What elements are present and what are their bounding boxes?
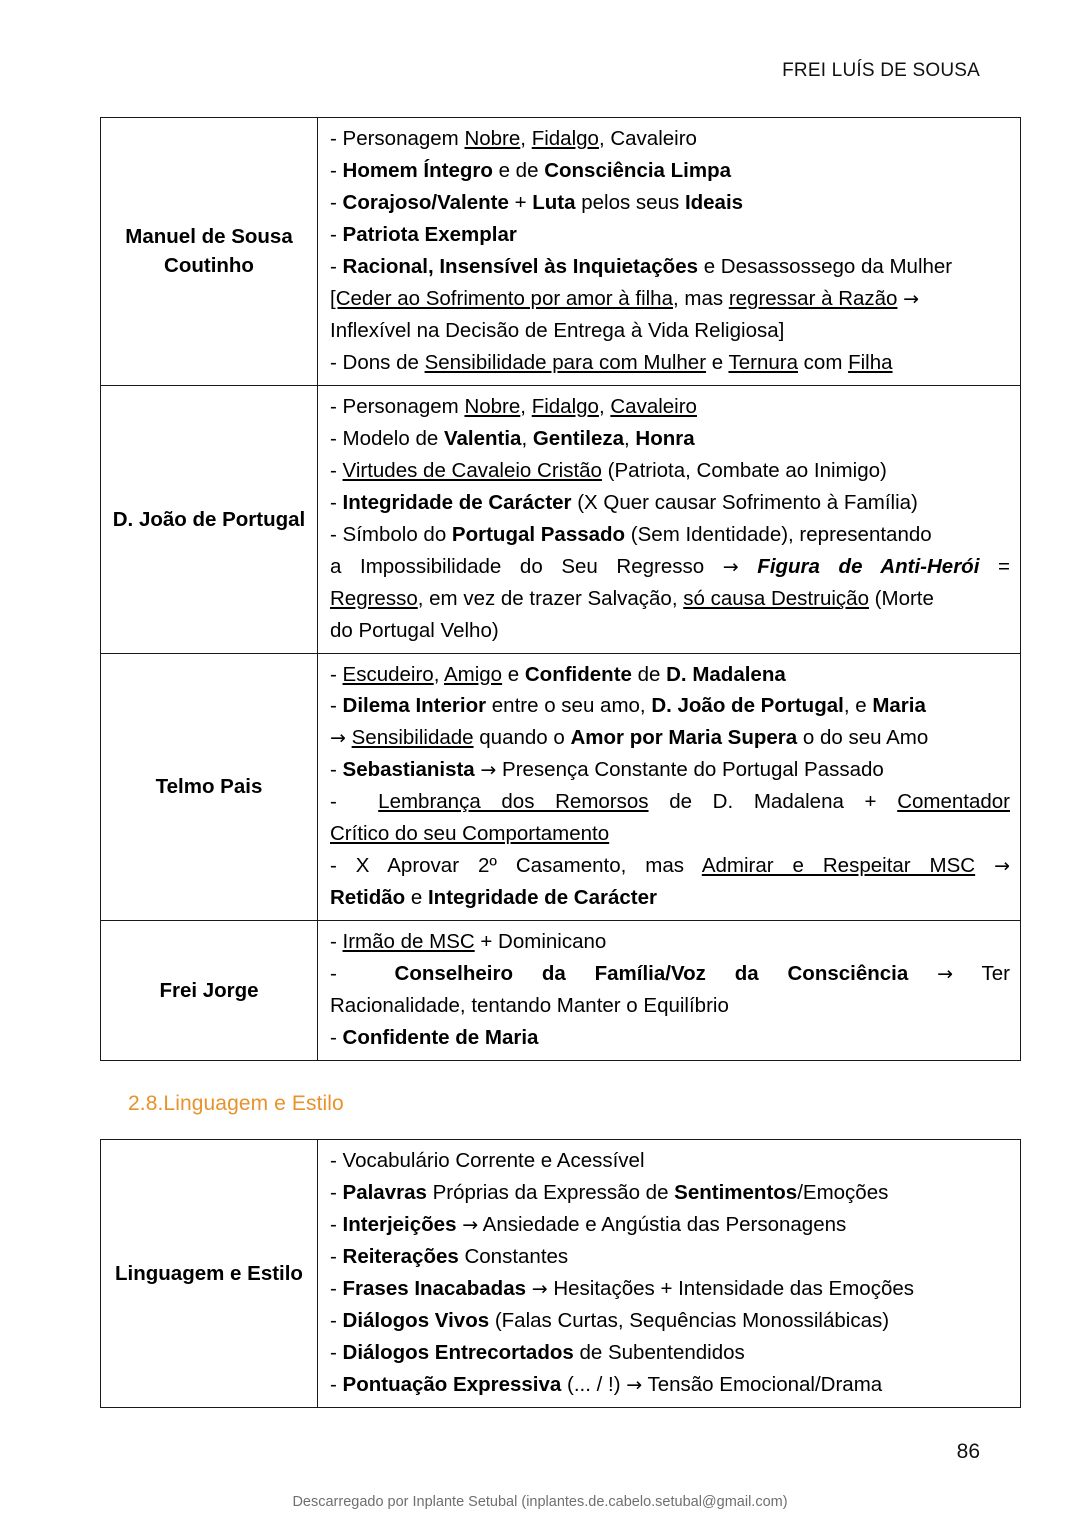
line: - Conselheiro da Família/Voz da Consciência → Ter bbox=[330, 962, 1011, 986]
right-arrow-icon: → bbox=[903, 287, 920, 310]
line: - Reiterações Constantes bbox=[330, 1244, 569, 1268]
right-arrow-icon: → bbox=[994, 855, 1010, 878]
line: - Modelo de Valentia, Gentileza, Honra bbox=[330, 426, 695, 450]
table-row bbox=[101, 921, 1021, 1061]
line: Retidão e Integridade de Carácter bbox=[330, 886, 657, 910]
bullet-lines bbox=[330, 659, 1010, 915]
right-arrow-icon: → bbox=[462, 1213, 479, 1236]
line: Regresso, em vez de trazer Salvação, só causa Destruição (Morte bbox=[330, 586, 934, 610]
line: - Lembrança dos Remorsos de D. Madalena + Comentador bbox=[330, 790, 1010, 814]
line: - Corajoso/Valente + Luta pelos seus Ideais bbox=[330, 190, 744, 214]
line: a Impossibilidade do Seu Regresso → Figura de Anti-Herói = bbox=[330, 554, 1010, 578]
line: Crítico do seu Comportamento bbox=[330, 822, 610, 846]
line: - Personagem Nobre, Fidalgo, Cavaleiro bbox=[330, 394, 697, 418]
line: - Integridade de Carácter (X Quer causar Sofrimento à Família) bbox=[330, 490, 918, 514]
right-arrow-icon: → bbox=[626, 1373, 643, 1396]
bullet-lines bbox=[330, 391, 1010, 647]
right-arrow-icon: → bbox=[480, 759, 497, 782]
row-content-manuel-de-sousa-coutinho bbox=[318, 118, 1021, 386]
line: - Sebastianista → Presença Constante do Portugal Passado bbox=[330, 758, 884, 782]
line: - Personagem Nobre, Fidalgo, Cavaleiro bbox=[330, 127, 697, 150]
line: - Dons de Sensibilidade para com Mulher e Ternura com Filha bbox=[330, 350, 893, 374]
right-arrow-icon: → bbox=[330, 727, 346, 750]
line: - Frases Inacabadas → Hesitações + Intensidade das Emoções bbox=[330, 1276, 915, 1300]
row-label-d-joao-de-portugal: D. João de Portugal bbox=[101, 385, 318, 653]
line: - Escudeiro, Amigo e Confidente de D. Madalena bbox=[330, 662, 786, 686]
line: - Pontuação Expressiva (... / !) → Tensão Emocional/Drama bbox=[330, 1372, 883, 1396]
line: - Diálogos Entrecortados de Subentendidos bbox=[330, 1340, 745, 1364]
line: - Irmão de MSC + Dominicano bbox=[330, 930, 607, 954]
bullet-lines bbox=[330, 926, 1010, 1054]
line: - Dilema Interior entre o seu amo, D. João de Portugal, e Maria bbox=[330, 694, 926, 718]
line: Racionalidade, tentando Manter o Equilíbrio bbox=[330, 994, 729, 1018]
line: - Confidente de Maria bbox=[330, 1026, 539, 1050]
line: - Símbolo do Portugal Passado (Sem Identidade), representando bbox=[330, 522, 932, 546]
right-arrow-icon: → bbox=[722, 555, 739, 578]
line: - Palavras Próprias da Expressão de Sentimentos/Emoções bbox=[330, 1180, 889, 1204]
line: - X Aprovar 2º Casamento, mas Admirar e Respeitar MSC → bbox=[330, 854, 1010, 878]
page-number: 86 bbox=[956, 1440, 980, 1463]
row-content-d-joao-de-portugal bbox=[318, 385, 1021, 653]
table-row bbox=[101, 385, 1021, 653]
footer-download-note: Descarregado por Inplante Setubal (inplantes.de.cabelo.setubal@gmail.com) bbox=[292, 1494, 788, 1510]
bullet-lines bbox=[330, 123, 1010, 379]
line: → Sensibilidade quando o Amor por Maria Supera o do seu Amo bbox=[330, 726, 929, 750]
row-content-linguagem-e-estilo bbox=[318, 1140, 1021, 1408]
line: do Portugal Velho) bbox=[330, 618, 499, 642]
row-label-telmo-pais: Telmo Pais bbox=[101, 653, 318, 921]
characters-table bbox=[100, 117, 1021, 1061]
table-row bbox=[101, 653, 1021, 921]
line: - Interjeições → Ansiedade e Angústia das Personagens bbox=[330, 1212, 847, 1236]
table-row bbox=[101, 118, 1021, 386]
running-header: FREI LUÍS DE SOUSA bbox=[782, 60, 980, 81]
row-label-linguagem-e-estilo: Linguagem e Estilo bbox=[101, 1140, 318, 1408]
line: - Vocabulário Corrente e Acessível bbox=[330, 1149, 645, 1172]
line: - Diálogos Vivos (Falas Curtas, Sequências Monossilábicas) bbox=[330, 1308, 890, 1332]
row-content-telmo-pais bbox=[318, 653, 1021, 921]
table-row bbox=[101, 1140, 1021, 1408]
line: [Ceder ao Sofrimento por amor à filha, mas regressar à Razão → bbox=[330, 286, 920, 310]
line: Inflexível na Decisão de Entrega à Vida Religiosa] bbox=[330, 318, 785, 342]
section-heading-linguagem-e-estilo: 2.8.Linguagem e Estilo bbox=[128, 1092, 344, 1115]
right-arrow-icon: → bbox=[531, 1277, 548, 1300]
row-content-frei-jorge bbox=[318, 921, 1021, 1061]
row-label-manuel-de-sousa-coutinho: Manuel de Sousa Coutinho bbox=[101, 118, 318, 386]
line: - Racional, Insensível às Inquietações e Desassossego da Mulher bbox=[330, 254, 953, 278]
line: - Virtudes de Cavaleio Cristão (Patriota, Combate ao Inimigo) bbox=[330, 458, 887, 482]
bullet-lines bbox=[330, 1145, 1010, 1401]
row-label-frei-jorge: Frei Jorge bbox=[101, 921, 318, 1061]
right-arrow-icon: → bbox=[937, 963, 954, 986]
line: - Homem Íntegro e de Consciência Limpa bbox=[330, 158, 732, 182]
line: - Patriota Exemplar bbox=[330, 222, 517, 246]
style-table bbox=[100, 1139, 1021, 1408]
